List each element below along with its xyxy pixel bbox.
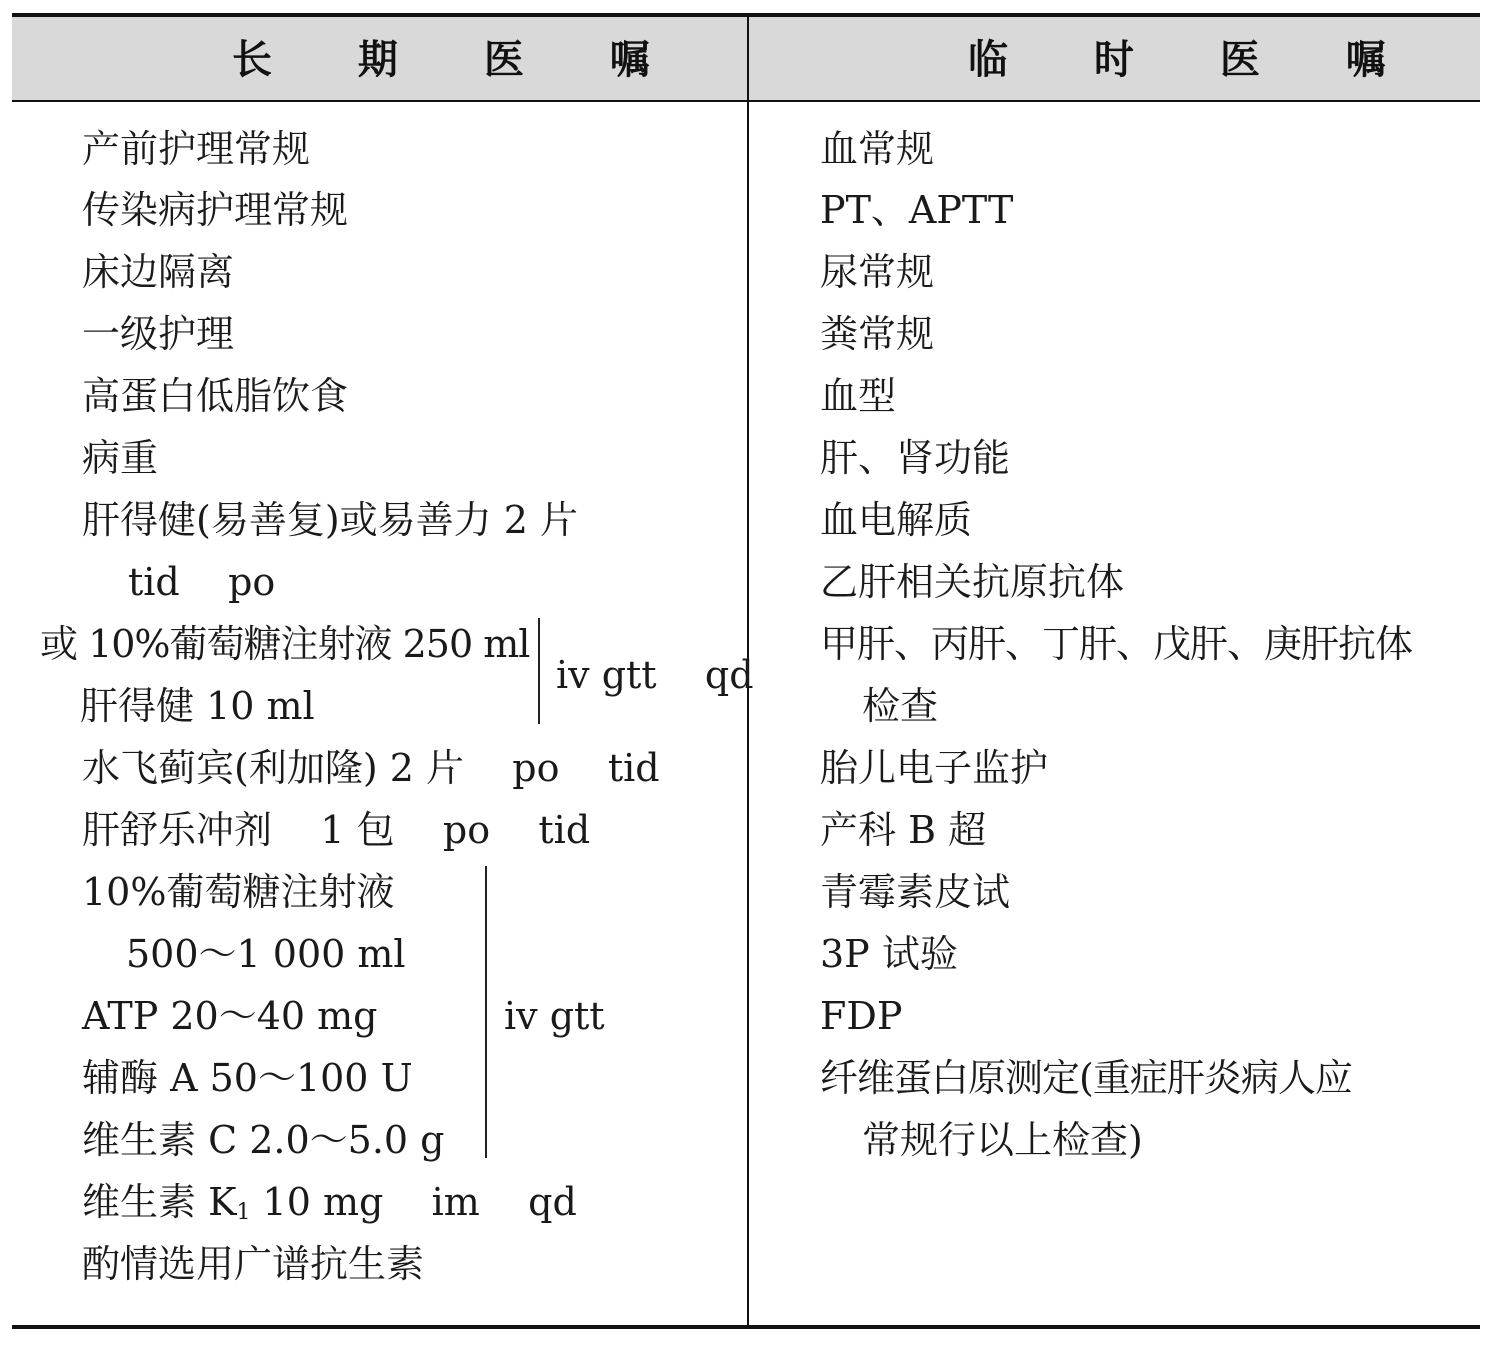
infusion-group-bracket (538, 618, 540, 724)
bottom-rule (12, 1325, 1480, 1329)
long-term-order: 床边隔离 (82, 250, 235, 294)
temporary-order: 肝、肾功能 (820, 436, 1011, 480)
infusion-group-item: 10%葡萄糖注射液 (82, 870, 395, 914)
long-term-order-continuation: tid po (128, 560, 276, 604)
infusion-group-item-continuation: 500～1 000 ml (126, 932, 406, 976)
temporary-order: 尿常规 (820, 250, 935, 294)
top-rule (12, 13, 1480, 17)
header-temporary-orders: 临 时 医 嘱 (968, 37, 1422, 83)
temporary-order: 青霉素皮试 (820, 870, 1011, 914)
vitamin-k-subscript: 1 (236, 1200, 251, 1225)
long-term-order (82, 1179, 577, 1225)
long-term-order: 肝舒乐冲剂 1 包 po tid (82, 808, 591, 852)
temporary-order: 胎儿电子监护 (820, 746, 1049, 790)
long-term-order: 酌情选用广谱抗生素 (82, 1242, 425, 1286)
infusion-group-route: iv gtt (504, 994, 605, 1038)
temporary-order: 产科 B 超 (820, 808, 987, 852)
temporary-order: 血电解质 (820, 498, 973, 542)
temporary-order: FDP (820, 994, 903, 1038)
long-term-order: 一级护理 (82, 312, 235, 356)
long-term-order: 肝得健(易善复)或易善力 2 片 (82, 498, 578, 542)
temporary-order: 3P 试验 (820, 932, 958, 976)
temporary-order: 甲肝、丙肝、丁肝、戊肝、庚肝抗体 (820, 622, 1413, 666)
temporary-order: 纤维蛋白原测定(重症肝炎病人应 (820, 1056, 1352, 1100)
header-long-term-orders: 长 期 医 嘱 (232, 37, 686, 83)
infusion-group-item: 或 10%葡萄糖注射液 250 ml (40, 622, 530, 666)
long-term-order: 传染病护理常规 (82, 188, 349, 232)
infusion-group-bracket (485, 866, 487, 1158)
infusion-group-item: ATP 20～40 mg (82, 994, 378, 1038)
long-term-order: 高蛋白低脂饮食 (82, 374, 349, 418)
infusion-group-item: 维生素 C 2.0～5.0 g (82, 1118, 445, 1162)
infusion-group-route: iv gtt qd (556, 653, 754, 697)
vitamin-k-label: 维生素 K (82, 1180, 237, 1224)
vitamin-k-dosage: 10 mg im qd (250, 1180, 577, 1224)
temporary-order-continuation: 检查 (862, 684, 939, 728)
long-term-order: 产前护理常规 (82, 127, 311, 171)
header-bottom-rule (12, 100, 1480, 102)
temporary-order: 血型 (820, 374, 897, 418)
infusion-group-item: 辅酶 A 50～100 U (82, 1056, 413, 1100)
temporary-order: PT、APTT (820, 188, 1014, 232)
temporary-order-continuation: 常规行以上检查) (862, 1118, 1143, 1162)
temporary-order: 乙肝相关抗原抗体 (820, 560, 1125, 604)
infusion-group-item: 肝得健 10 ml (80, 684, 315, 728)
temporary-order: 血常规 (820, 127, 935, 171)
temporary-order: 粪常规 (820, 312, 935, 356)
long-term-order: 病重 (82, 436, 159, 480)
long-term-order: 水飞蓟宾(利加隆) 2 片 po tid (82, 746, 660, 790)
